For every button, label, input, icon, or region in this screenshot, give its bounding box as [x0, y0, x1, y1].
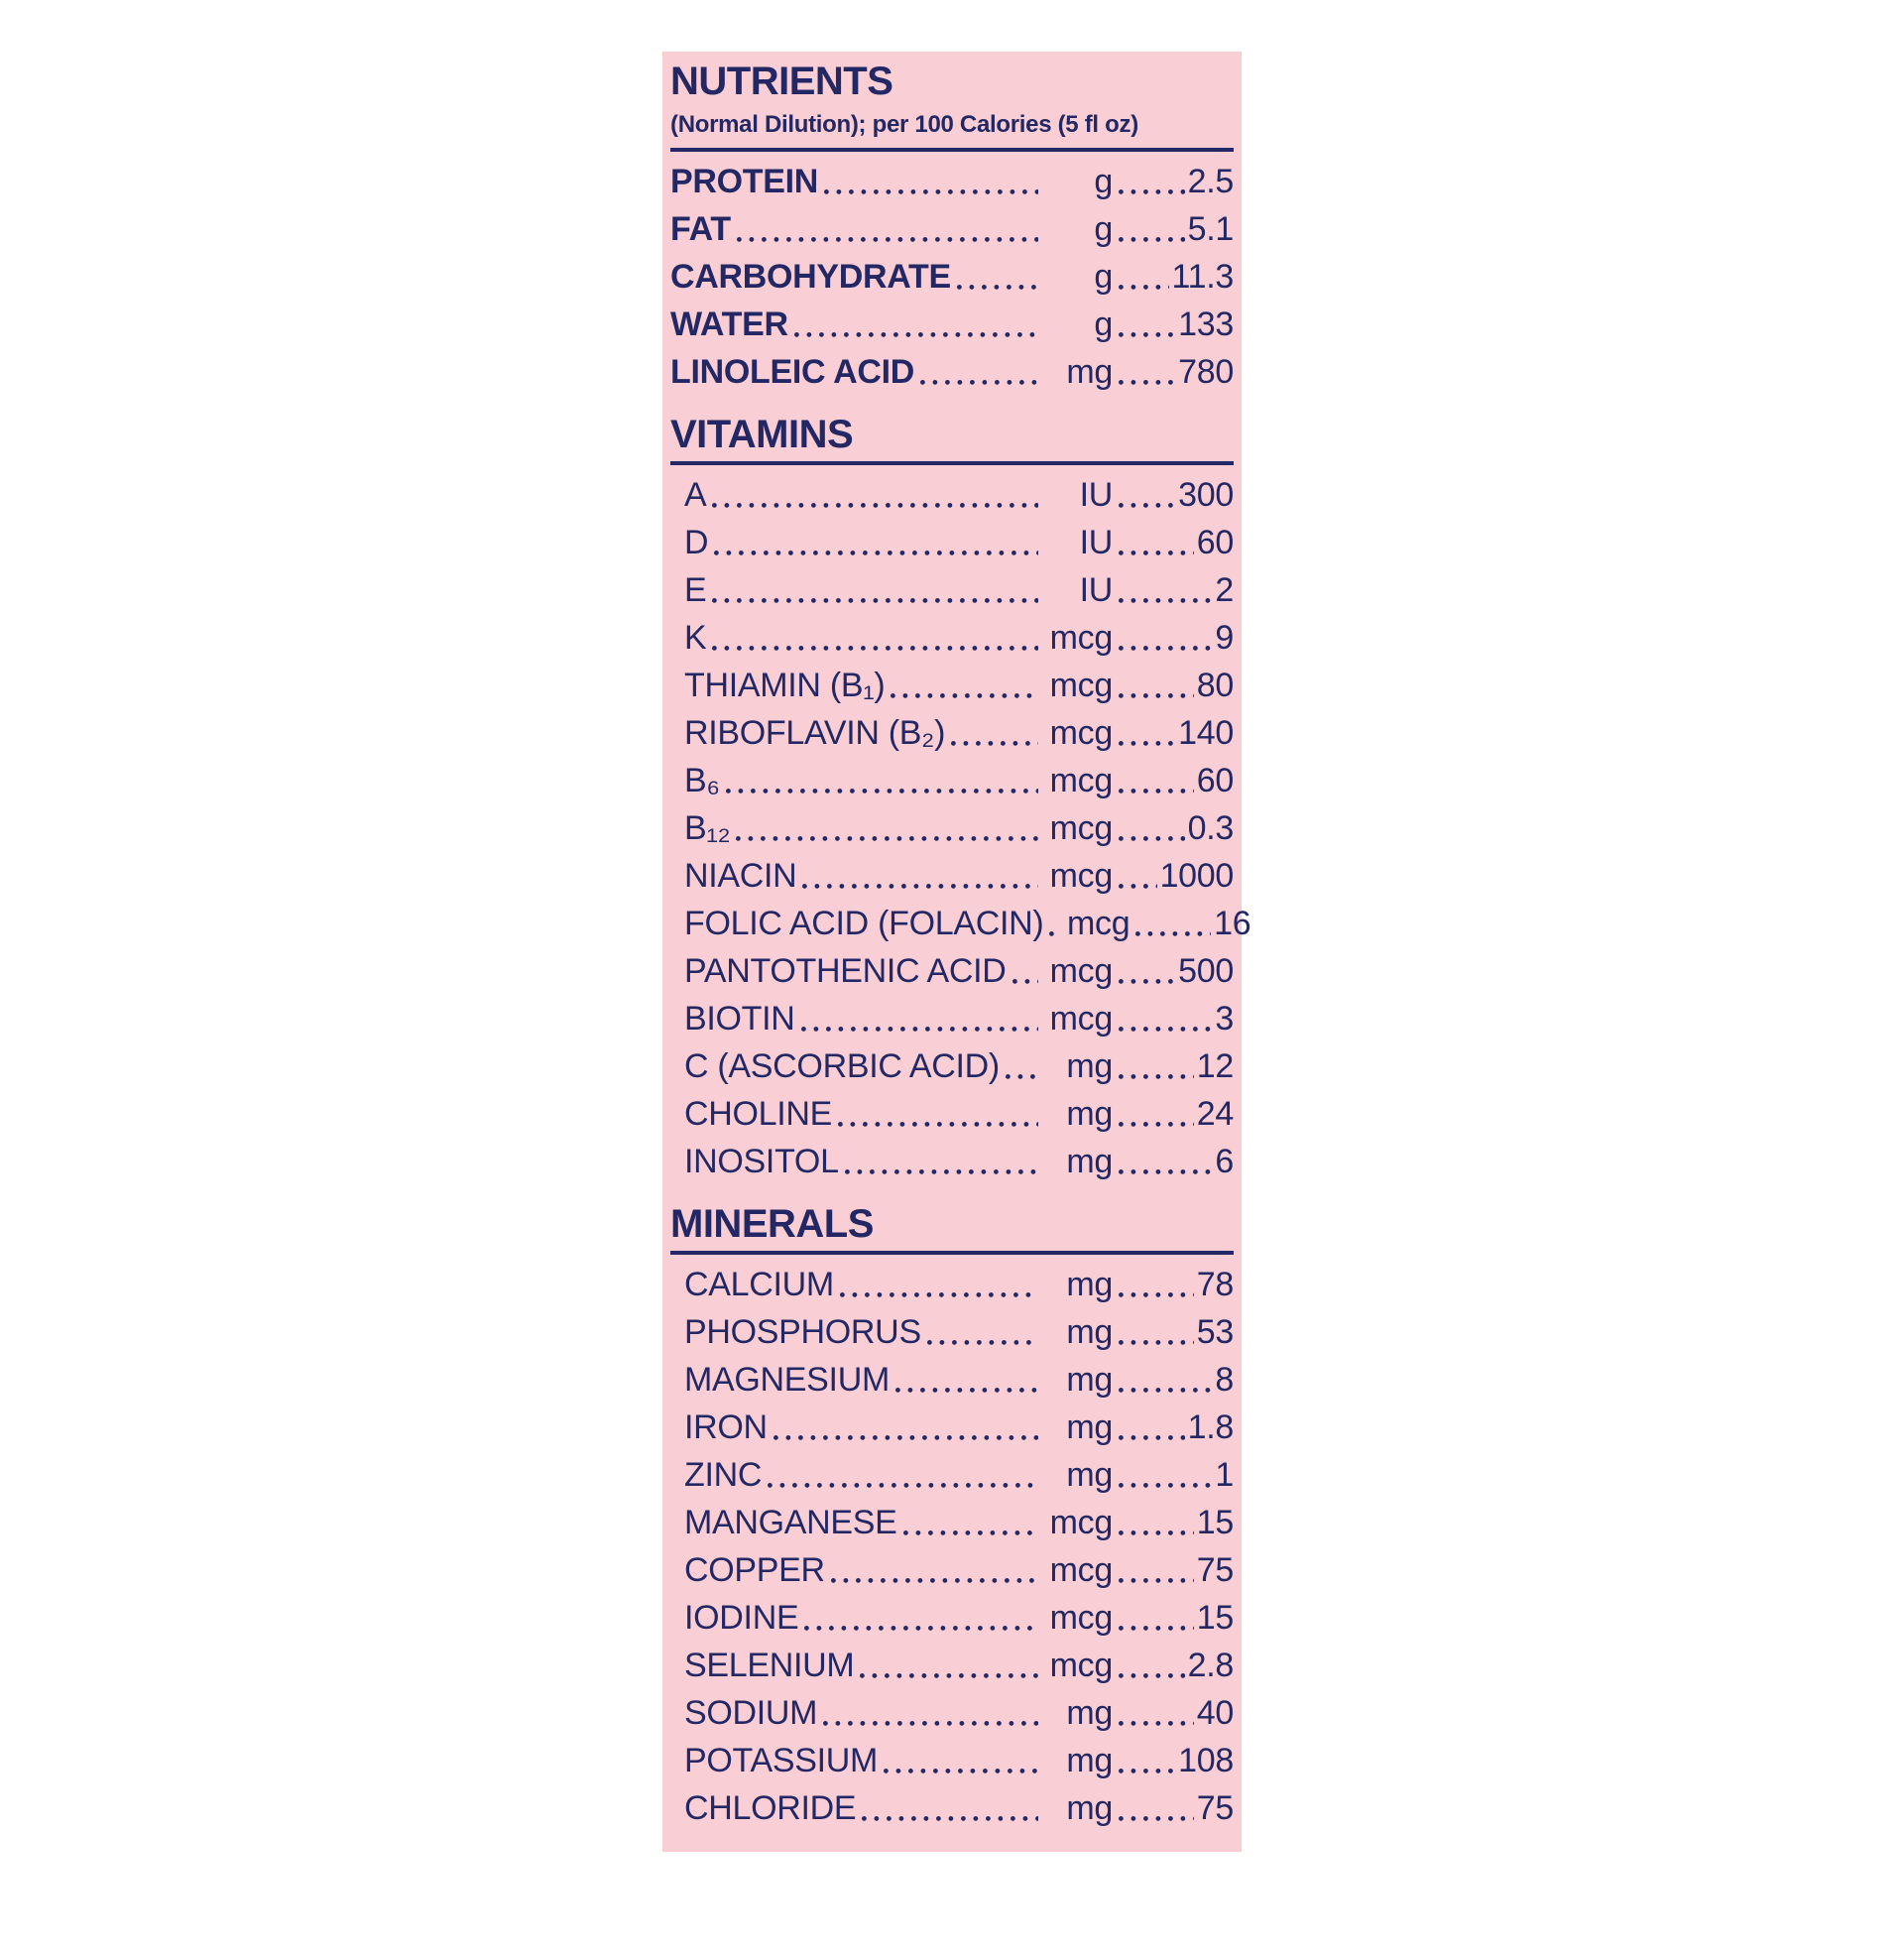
nutrient-row [670, 995, 1234, 1042]
row-value: 2.5 [1187, 163, 1234, 200]
dot-leader [1006, 1074, 1038, 1079]
dot-leader [1119, 1074, 1194, 1079]
row-label: CHLORIDE [684, 1789, 857, 1827]
row-value: 75 [1196, 1789, 1234, 1827]
row-label: BIOTIN [684, 1000, 795, 1038]
vitamins-heading: VITAMINS [670, 413, 854, 456]
row-tail [1113, 1689, 1234, 1737]
nutrient-row [670, 1356, 1234, 1404]
row-tail [1113, 1784, 1234, 1832]
row-unit: mg [1066, 1313, 1113, 1351]
nutrient-row [670, 852, 1234, 900]
row-label: FOLIC ACID (FOLACIN) [684, 905, 1044, 942]
row-value: 300 [1178, 476, 1234, 514]
row-unit: mcg [1049, 667, 1113, 704]
row-tail [1113, 1451, 1234, 1499]
row-tail [1113, 757, 1234, 804]
row-value: 11.3 [1171, 258, 1234, 296]
nutrient-row [670, 1138, 1234, 1185]
row-tail [1113, 1642, 1234, 1689]
nutrient-row [670, 519, 1234, 566]
row-label: COPPER [684, 1551, 825, 1589]
dot-leader [957, 285, 1038, 290]
row-value: 15 [1196, 1599, 1234, 1637]
nutrient-row [670, 1090, 1234, 1138]
dot-leader [1119, 1626, 1194, 1631]
row-unit: mg [1066, 1047, 1113, 1085]
row-value: 3 [1215, 1000, 1234, 1038]
dot-leader [1119, 979, 1175, 984]
row-tail [1113, 1594, 1234, 1642]
row-label: SODIUM [684, 1694, 818, 1732]
row-tail [1113, 205, 1234, 253]
dot-leader [891, 693, 1038, 698]
row-unit: mcg [1049, 952, 1113, 990]
dot-leader [1119, 1340, 1194, 1345]
row-label: PANTOTHENIC ACID [684, 952, 1007, 990]
row-label: A [684, 476, 707, 514]
row-tail [1113, 852, 1234, 900]
dot-leader [862, 1816, 1038, 1821]
nutrient-row [670, 947, 1234, 995]
row-label: D [684, 524, 709, 561]
row-tail [1113, 995, 1234, 1042]
dot-leader [840, 1292, 1038, 1297]
dot-leader [1119, 1292, 1194, 1297]
row-label: PROTEIN [670, 163, 819, 200]
row-unit: mcg [1049, 1551, 1113, 1589]
nutrient-row [670, 1042, 1234, 1090]
row-label: E [684, 571, 707, 609]
nutrient-row [670, 1546, 1234, 1594]
dot-leader [1119, 1122, 1194, 1127]
row-unit: IU [1079, 524, 1113, 561]
row-unit: g [1094, 258, 1113, 296]
row-value: 1 [1215, 1456, 1234, 1494]
dot-leader [1119, 1169, 1212, 1174]
row-label: NIACIN [684, 857, 797, 895]
row-label: K [684, 619, 707, 657]
row-tail [1113, 614, 1234, 662]
row-unit: mcg [1049, 714, 1113, 752]
row-tail [1113, 158, 1234, 205]
row-unit: mcg [1049, 1599, 1113, 1637]
dot-leader [1049, 931, 1055, 936]
row-label: THIAMIN (B₁) [684, 667, 886, 704]
dot-leader [1119, 1721, 1194, 1726]
row-unit: mg [1066, 1694, 1113, 1732]
dot-leader [736, 836, 1038, 841]
nutrients-rows [670, 158, 1234, 396]
row-tail [1113, 1499, 1234, 1546]
row-value: 24 [1196, 1095, 1234, 1133]
row-tail [1113, 1042, 1234, 1090]
dot-leader [1119, 1769, 1175, 1773]
dot-leader [1119, 1483, 1212, 1488]
nutrient-row [670, 348, 1234, 396]
row-value: 40 [1196, 1694, 1234, 1732]
row-tail [1113, 348, 1234, 396]
dot-leader [1119, 646, 1212, 651]
row-label: CALCIUM [684, 1266, 834, 1303]
row-value: 780 [1178, 353, 1234, 391]
dot-leader [1119, 741, 1175, 746]
minerals-heading: MINERALS [670, 1202, 874, 1246]
row-unit: mcg [1067, 905, 1130, 942]
dot-leader [1119, 1027, 1212, 1032]
nutrient-row [670, 301, 1234, 348]
dot-leader [1119, 789, 1194, 794]
row-tail [1113, 1308, 1234, 1356]
nutrient-row [670, 1689, 1234, 1737]
row-label: PHOSPHORUS [684, 1313, 921, 1351]
row-value: 60 [1196, 762, 1234, 799]
row-unit: mg [1066, 353, 1113, 391]
nutrient-row [670, 158, 1234, 205]
row-value: 78 [1196, 1266, 1234, 1303]
dot-leader [1119, 550, 1194, 555]
row-unit: g [1094, 163, 1113, 200]
row-unit: g [1094, 306, 1113, 343]
nutrition-facts-panel [662, 52, 1251, 1852]
dot-leader [1119, 1816, 1194, 1821]
row-value: 140 [1178, 714, 1234, 752]
row-label: IODINE [684, 1599, 799, 1637]
dot-leader [824, 189, 1038, 194]
dot-leader [1119, 1388, 1212, 1393]
row-value: 12 [1196, 1047, 1234, 1085]
nutrient-row [670, 253, 1234, 301]
nutrient-row [670, 1404, 1234, 1451]
dot-leader [774, 1435, 1038, 1440]
nutrient-row [670, 566, 1234, 614]
row-unit: mcg [1049, 857, 1113, 895]
row-unit: mg [1066, 1789, 1113, 1827]
row-tail [1113, 301, 1234, 348]
row-label: ZINC [684, 1456, 763, 1494]
row-value: 133 [1178, 306, 1234, 343]
row-tail [1113, 1737, 1234, 1784]
row-value: 0.3 [1187, 809, 1234, 847]
dot-leader [1119, 693, 1194, 698]
dot-leader [895, 1388, 1038, 1393]
row-label: POTASSIUM [684, 1742, 879, 1779]
row-unit: mcg [1049, 762, 1113, 799]
row-tail [1113, 253, 1234, 301]
dot-leader [1119, 380, 1175, 385]
dot-leader [1119, 332, 1175, 337]
row-tail [1113, 566, 1234, 614]
dot-leader [1119, 1435, 1185, 1440]
dot-leader [1119, 237, 1185, 242]
dot-leader [726, 789, 1038, 794]
row-unit: mg [1066, 1456, 1113, 1494]
dot-leader [920, 380, 1038, 385]
dot-leader [903, 1530, 1038, 1535]
row-label: MANGANESE [684, 1504, 897, 1541]
dot-leader [838, 1122, 1038, 1127]
divider-rule-nutrients [670, 148, 1234, 152]
dot-leader [884, 1769, 1038, 1773]
row-unit: mg [1066, 1742, 1113, 1779]
dot-leader [712, 503, 1038, 508]
row-unit: mg [1066, 1408, 1113, 1446]
row-tail [1113, 1090, 1234, 1138]
row-value: 5.1 [1187, 210, 1234, 248]
dot-leader [1119, 884, 1157, 889]
nutrient-row [670, 1642, 1234, 1689]
nutrient-row [670, 471, 1234, 519]
dot-leader [1119, 1673, 1185, 1678]
row-value: 75 [1196, 1551, 1234, 1589]
dot-leader [804, 1626, 1038, 1631]
row-unit: mg [1066, 1361, 1113, 1399]
minerals-rows [670, 1261, 1234, 1832]
row-tail [1113, 947, 1234, 995]
dot-leader [1119, 503, 1175, 508]
row-unit: mcg [1049, 1504, 1113, 1541]
row-value: 9 [1215, 619, 1234, 657]
dot-leader [927, 1340, 1038, 1345]
row-label: B₁₂ [684, 809, 731, 847]
row-label: C (ASCORBIC ACID) [684, 1047, 1000, 1085]
row-unit: IU [1079, 571, 1113, 609]
dot-leader [1119, 189, 1185, 194]
row-unit: mcg [1049, 1647, 1113, 1684]
nutrient-row [670, 1451, 1234, 1499]
row-value: 80 [1196, 667, 1234, 704]
row-unit: mg [1066, 1095, 1113, 1133]
vitamins-rows [670, 471, 1251, 1185]
row-value: 6 [1215, 1143, 1234, 1180]
row-value: 108 [1178, 1742, 1234, 1779]
dot-leader [712, 646, 1038, 651]
dot-leader [823, 1721, 1038, 1726]
row-label: LINOLEIC ACID [670, 353, 915, 391]
nutrient-row [670, 757, 1234, 804]
dot-leader [801, 1027, 1038, 1032]
nutrient-row [670, 900, 1251, 947]
row-label: FAT [670, 210, 731, 248]
dot-leader [1012, 979, 1038, 984]
row-label: WATER [670, 306, 788, 343]
dot-leader [714, 550, 1038, 555]
row-label: INOSITOL [684, 1143, 839, 1180]
row-unit: mcg [1049, 619, 1113, 657]
row-label: CHOLINE [684, 1095, 833, 1133]
dot-leader [737, 237, 1038, 242]
divider-rule-minerals [670, 1251, 1234, 1255]
row-value: 500 [1178, 952, 1234, 990]
row-value: 53 [1196, 1313, 1234, 1351]
row-value: 1000 [1159, 857, 1234, 895]
nutrient-row [670, 1261, 1234, 1308]
dot-leader [1119, 836, 1185, 841]
row-value: 2 [1215, 571, 1234, 609]
dot-leader [860, 1673, 1038, 1678]
nutrient-row [670, 662, 1234, 709]
row-value: 1.8 [1187, 1408, 1234, 1446]
row-label: MAGNESIUM [684, 1361, 890, 1399]
nutrient-row [670, 804, 1234, 852]
row-tail [1113, 804, 1234, 852]
row-value: 60 [1196, 524, 1234, 561]
row-label: CARBOHYDRATE [670, 258, 951, 296]
dot-leader [768, 1483, 1038, 1488]
panel-subtitle: (Normal Dilution); per 100 Calories (5 fl oz) [670, 111, 1138, 138]
row-label: RIBOFLAVIN (B₂) [684, 714, 946, 752]
row-unit: mcg [1049, 1000, 1113, 1038]
row-unit: mg [1066, 1266, 1113, 1303]
dot-leader [1119, 1530, 1194, 1535]
row-tail [1113, 662, 1234, 709]
divider-rule-vitamins [670, 461, 1234, 465]
row-tail [1113, 1138, 1234, 1185]
nutrient-row [670, 1737, 1234, 1784]
dot-leader [1135, 931, 1211, 936]
row-tail [1113, 519, 1234, 566]
dot-leader [1119, 1578, 1194, 1583]
dot-leader [712, 598, 1038, 603]
panel-title: NUTRIENTS [670, 60, 893, 103]
row-unit: IU [1079, 476, 1113, 514]
row-value: 2.8 [1187, 1647, 1234, 1684]
row-unit: g [1094, 210, 1113, 248]
dot-leader [1119, 285, 1169, 290]
row-value: 8 [1215, 1361, 1234, 1399]
row-label: SELENIUM [684, 1647, 855, 1684]
row-tail [1113, 1546, 1234, 1594]
row-tail [1113, 1261, 1234, 1308]
nutrient-row [670, 709, 1234, 757]
nutrient-row [670, 1308, 1234, 1356]
nutrient-row [670, 614, 1234, 662]
row-tail [1113, 471, 1234, 519]
nutrient-row [670, 1499, 1234, 1546]
nutrient-row [670, 205, 1234, 253]
dot-leader [1119, 598, 1212, 603]
row-unit: mcg [1049, 809, 1113, 847]
row-tail [1113, 709, 1234, 757]
dot-leader [951, 741, 1038, 746]
row-unit: mg [1066, 1143, 1113, 1180]
nutrient-row [670, 1594, 1234, 1642]
nutrient-row [670, 1784, 1234, 1832]
dot-leader [845, 1169, 1038, 1174]
row-value: 15 [1196, 1504, 1234, 1541]
row-tail [1113, 1404, 1234, 1451]
row-label: IRON [684, 1408, 768, 1446]
dot-leader [802, 884, 1038, 889]
dot-leader [831, 1578, 1038, 1583]
row-value: 16 [1214, 905, 1251, 942]
row-tail [1113, 1356, 1234, 1404]
dot-leader [794, 332, 1038, 337]
row-label: B₆ [684, 762, 720, 799]
row-tail [1130, 900, 1250, 947]
